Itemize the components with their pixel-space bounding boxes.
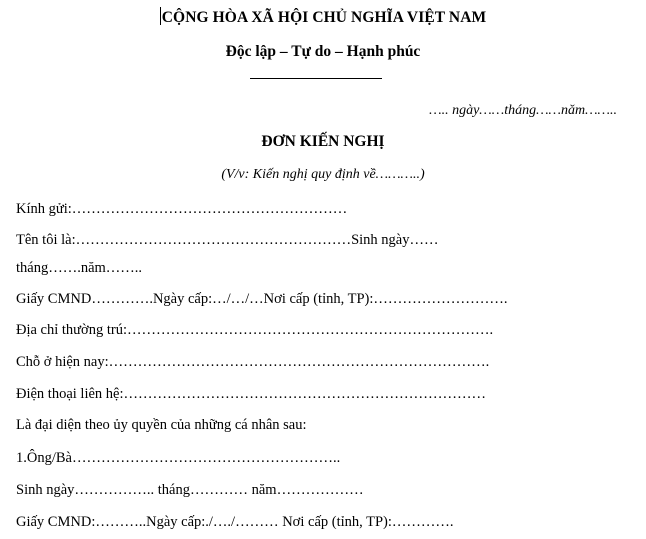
name-line: Tên tôi là:…………………………………………………Sinh ngày……: [16, 232, 439, 248]
national-motto: Độc lập – Tự do – Hạnh phúc: [225, 43, 421, 60]
current-residence-line: Chỗ ở hiện nay:…………………………………………………………………….: [16, 354, 490, 370]
document-title: ĐƠN KIẾN NGHỊ: [261, 133, 385, 150]
document-subject: (V/v: Kiến nghị quy định về………..): [221, 167, 425, 182]
id-card-line: Giấy CMND………….Ngày cấp:…/…/…Nơi cấp (tỉnh, TP):……………………….: [16, 291, 508, 307]
person-1-birth-line: Sinh ngày…………….. tháng………… năm………………: [16, 482, 364, 498]
header-underline: [250, 78, 382, 79]
person-1-id-card-line: Giấy CMND:………..Ngày cấp:./…./……… Nơi cấp (tỉnh, TP):………….: [16, 514, 454, 530]
national-title-text: CỘNG HÒA XÃ HỘI CHỦ NGHĨA VIỆT NAM: [161, 9, 487, 26]
text-cursor: [160, 7, 161, 25]
date-line: ….. ngày……tháng……năm……..: [429, 103, 617, 118]
representative-intro-line: Là đại diện theo ủy quyền của những cá nhân sau:: [16, 417, 307, 433]
birth-month-year-line: tháng…….năm……..: [16, 260, 143, 276]
person-1-name-line: 1.Ông/Bà………………………………………………..: [16, 450, 341, 466]
national-title: [0, 7, 646, 27]
phone-line: Điện thoại liên hệ:…………………………………………………………………: [16, 386, 487, 402]
recipient-line: Kính gửi:…………………………………………………: [16, 201, 348, 217]
permanent-address-line: Địa chỉ thường trú:………………………………………………………………….: [16, 322, 494, 338]
